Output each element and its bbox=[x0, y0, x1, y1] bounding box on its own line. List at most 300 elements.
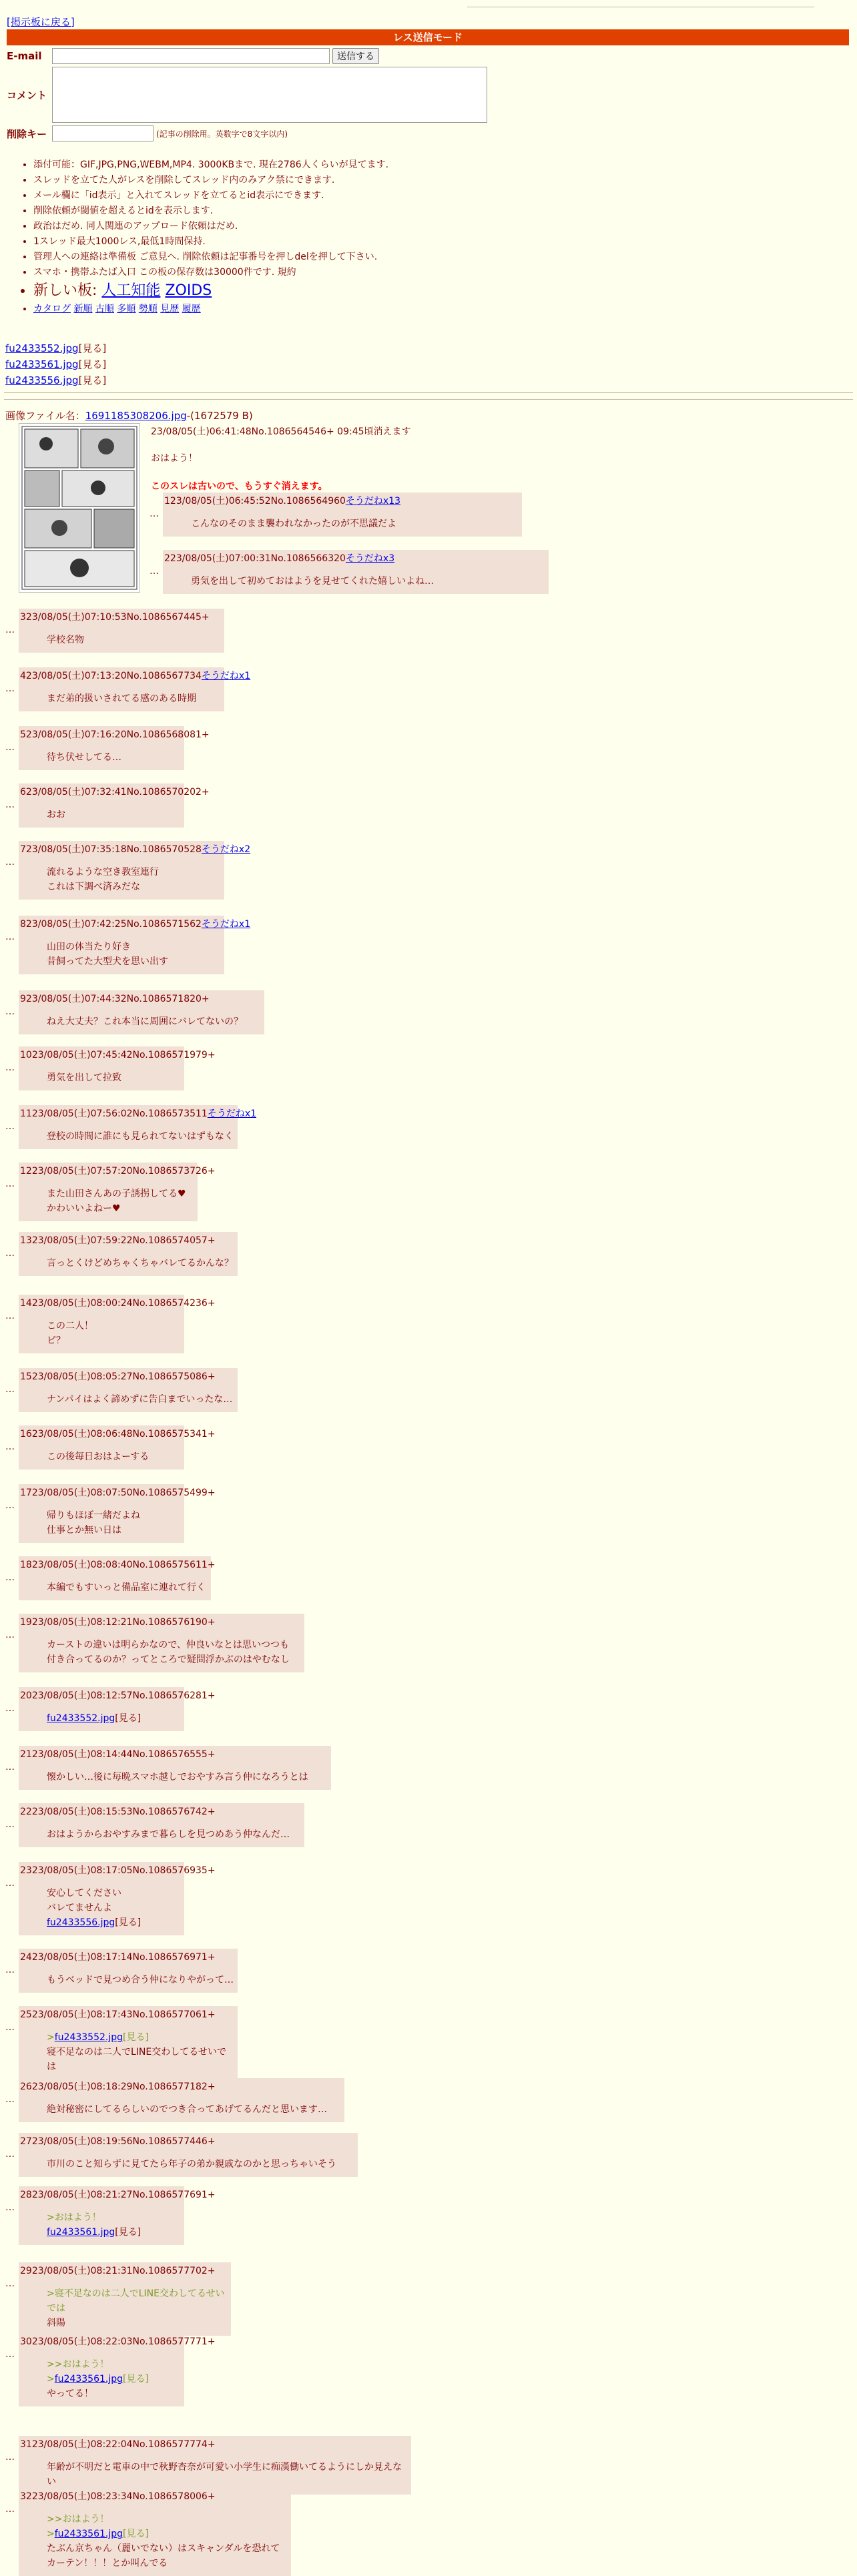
reply-post bbox=[19, 1484, 216, 1543]
reply-header bbox=[20, 1296, 216, 1309]
reply-header bbox=[20, 1747, 327, 1760]
reply-text-line: ナンパイはよく諦めずに告白までいったな… bbox=[47, 1394, 233, 1405]
reply-body bbox=[47, 1638, 300, 1667]
reply-body bbox=[47, 865, 220, 894]
reply-text-line: 付き合ってるのか？ってところで疑問浮かぶのはやむなし bbox=[47, 1654, 290, 1665]
reply-text-line: 絶対秘密にしてるらしいのでつき合ってあげてるんだと思います… bbox=[47, 2104, 327, 2115]
reply-number: 10 bbox=[20, 1050, 32, 1060]
file-size: -(1672579 B) bbox=[186, 410, 253, 422]
quote-line: >寝不足なのは二人でLINE交わしてるせいでは bbox=[47, 2288, 225, 2314]
catalog-link[interactable]: カタログ bbox=[33, 304, 71, 314]
reply-header bbox=[20, 1486, 216, 1499]
reply-number: 18 bbox=[20, 1560, 32, 1570]
reply-text-line: 流れるような空き教室連行 bbox=[47, 867, 159, 878]
reply-indent-dots: … bbox=[5, 2349, 15, 2360]
rule-item: • スレッドを立てた人がレスを削除してスレッド内のみアク禁にできます. bbox=[33, 173, 388, 188]
reply-body bbox=[47, 2460, 407, 2489]
reply-post bbox=[19, 1046, 216, 1090]
reply-header bbox=[20, 610, 220, 623]
reply-body bbox=[47, 633, 220, 647]
reply-number: 25 bbox=[20, 2009, 32, 2020]
sort-old-link[interactable]: 古順 bbox=[95, 304, 114, 314]
reply-indent-dots: … bbox=[5, 1062, 15, 1073]
reply-text-line: 懐かしい…後に毎晩スマホ越しでおやすみ言う仲になろうとは bbox=[47, 1772, 308, 1783]
file-link[interactable]: fu2433552.jpg bbox=[5, 342, 79, 354]
reply-post bbox=[19, 990, 264, 1034]
op-text: おはよう！ bbox=[151, 453, 198, 464]
new-board-link-ai[interactable]: 人工知能 bbox=[101, 282, 161, 299]
reply-number: 8 bbox=[20, 919, 26, 930]
reply-text-line: カーテン！！！とか叫んでる bbox=[47, 2558, 168, 2569]
reply-header bbox=[20, 1688, 216, 1702]
reply-meta: 23/08/05(土)08:21:31No.1086577702+ bbox=[31, 2266, 216, 2276]
view-link[interactable]: [見る] bbox=[123, 2374, 149, 2384]
reply-file bbox=[47, 2225, 180, 2240]
new-board-label: 新しい板: bbox=[33, 282, 97, 299]
reply-post bbox=[19, 2006, 238, 2079]
reply-post bbox=[19, 1803, 304, 1847]
reply-mode-bar: レス送信モード bbox=[7, 29, 849, 45]
file-link[interactable]: fu2433561.jpg bbox=[54, 2374, 123, 2384]
reply-number: 24 bbox=[20, 1952, 32, 1963]
file-link[interactable]: fu2433556.jpg bbox=[5, 374, 79, 386]
reply-body bbox=[47, 1129, 234, 1144]
reply-text-line: 勇気を出して初めておはようを見せてくれた嬉しいよね… bbox=[191, 576, 434, 587]
reply-body bbox=[47, 750, 180, 765]
file-link[interactable]: fu2433552.jpg bbox=[47, 1713, 115, 1724]
reply-indent-dots: … bbox=[5, 742, 15, 753]
reply-post bbox=[19, 2436, 411, 2495]
reply-meta: 23/08/05(土)08:17:43No.1086577061+ bbox=[31, 2009, 216, 2020]
reply-post bbox=[19, 1368, 238, 1412]
reply-post bbox=[163, 550, 549, 594]
reply-number: 13 bbox=[20, 1235, 32, 1246]
sodane-button[interactable]: そうだねx1 bbox=[201, 671, 251, 681]
reply-post bbox=[19, 2488, 291, 2576]
reply-body bbox=[47, 2210, 180, 2240]
reply-text-line: 学校名物 bbox=[47, 635, 84, 645]
op-body bbox=[151, 451, 328, 494]
rule-item: • 添付可能：GIF,JPG,PNG,WEBM,MP4. 3000KBまで. 現在2786人くらいが見てます. bbox=[33, 157, 388, 173]
reply-body bbox=[47, 1711, 180, 1726]
rule-item: • 管理人への連絡は準備板 ご意見へ. 削除依頼は記事番号を押しdelを押して下さい. bbox=[33, 250, 388, 265]
delete-key-field[interactable] bbox=[52, 125, 154, 141]
reply-text-line: この後毎日おはよーする bbox=[47, 1452, 150, 1462]
reply-body bbox=[47, 1187, 194, 1216]
reply-indent-dots: … bbox=[5, 1572, 15, 1583]
reply-text-line: 仕事とか無い日は bbox=[47, 1525, 121, 1536]
reply-header bbox=[20, 1558, 216, 1571]
reply-indent-dots: … bbox=[5, 1179, 15, 1189]
reply-post bbox=[19, 783, 210, 828]
reply-indent-dots: … bbox=[5, 1819, 15, 1830]
reply-body bbox=[47, 2357, 180, 2401]
rule-item: • スマホ・携帯ふたば入口 この板の保存数は30000件です. 規約 bbox=[33, 265, 388, 280]
reply-post bbox=[19, 2333, 216, 2406]
reply-text-line: 勇気を出して拉致 bbox=[47, 1072, 121, 1083]
file-link[interactable]: fu2433561.jpg bbox=[54, 2529, 123, 2539]
sodane-button[interactable]: そうだねx2 bbox=[201, 844, 251, 855]
op-thumbnail[interactable] bbox=[19, 423, 140, 593]
reply-body bbox=[47, 1827, 300, 1842]
reply-number: 17 bbox=[20, 1488, 32, 1498]
reply-body bbox=[47, 1770, 327, 1785]
reply-body bbox=[47, 1256, 234, 1271]
reply-meta: 23/08/05(土)08:17:05No.1086576935+ bbox=[31, 1865, 216, 1876]
sodane-button[interactable]: そうだねx3 bbox=[345, 553, 395, 564]
reply-text-line: 帰りもほぼ一緒だよね bbox=[47, 1510, 140, 1521]
reply-post bbox=[19, 2078, 344, 2122]
reply-body bbox=[47, 2286, 227, 2330]
view-link[interactable]: [見る] bbox=[78, 358, 107, 370]
reply-post bbox=[19, 916, 251, 974]
email-label: E-mail bbox=[7, 50, 42, 62]
reply-header bbox=[20, 2264, 227, 2277]
reply-text-line: 待ち伏せしてる… bbox=[47, 752, 121, 763]
reply-indent-dots: … bbox=[5, 1500, 15, 1511]
reply-meta: 23/08/05(土)08:23:34No.1086578006+ bbox=[31, 2491, 216, 2502]
sort-new-link[interactable]: 新順 bbox=[73, 304, 93, 314]
reply-text-line: また山田さんあの子誘拐してる♥ bbox=[47, 1189, 186, 1199]
reply-post bbox=[163, 493, 522, 537]
divider bbox=[4, 392, 853, 393]
reply-indent-dots: … bbox=[150, 509, 159, 519]
reply-header bbox=[20, 1863, 216, 1877]
reply-meta: 23/08/05(土)08:17:14No.1086576971+ bbox=[31, 1952, 216, 1963]
reply-body bbox=[47, 1319, 180, 1348]
op-file-info bbox=[5, 408, 253, 422]
reply-number: 14 bbox=[20, 1298, 32, 1309]
view-link[interactable]: [見る] bbox=[115, 1713, 141, 1724]
reply-header bbox=[20, 1950, 234, 1963]
reply-post bbox=[19, 1163, 216, 1221]
reply-text-line: 言っとくけどめちゃくちゃバレてるかんな？ bbox=[47, 1258, 234, 1269]
reply-text-line: まだ弟的扱いされてる感のある時期 bbox=[47, 693, 196, 704]
reply-text-line: たぶん京ちゃん（麗いでない）はスキャンダルを恐れて bbox=[47, 2543, 280, 2554]
reply-number: 4 bbox=[20, 671, 26, 681]
reply-header bbox=[164, 551, 545, 565]
reply-number: 6 bbox=[20, 787, 26, 797]
reply-header bbox=[20, 785, 210, 798]
reply-header bbox=[20, 1427, 216, 1440]
reply-body bbox=[47, 2157, 354, 2172]
sort-many-link[interactable]: 多順 bbox=[117, 304, 136, 314]
sort-momentum-link[interactable]: 勢順 bbox=[138, 304, 158, 314]
reply-indent-dots: … bbox=[150, 566, 159, 577]
reply-text-line: もうベッドで見つめ合う仲になりやがって… bbox=[47, 1975, 234, 1985]
reply-indent-dots: … bbox=[5, 1006, 15, 1017]
reply-post bbox=[19, 1614, 304, 1672]
reply-number: 7 bbox=[20, 844, 26, 855]
view-link[interactable]: [見る] bbox=[123, 2032, 149, 2043]
reply-number: 29 bbox=[20, 2266, 32, 2276]
op-header: 23/08/05(土)06:41:48No.1086564546+ 09:45頃消えます bbox=[151, 426, 411, 437]
reply-meta: 23/08/05(土)08:21:27No.1086577691+ bbox=[31, 2190, 216, 2200]
new-board-link-zoids[interactable]: ZOIDS bbox=[165, 282, 212, 299]
rule-item: • 削除依頼が閾値を超えるとidを表示します. bbox=[33, 204, 388, 219]
reply-meta: 23/08/05(土)08:12:57No.1086576281+ bbox=[31, 1690, 216, 1701]
sodane-button[interactable]: そうだねx1 bbox=[201, 919, 251, 930]
expiry-warning: このスレは古いので、もうすぐ消えます。 bbox=[151, 481, 328, 492]
reply-body bbox=[47, 1580, 207, 1595]
file-label: 画像ファイル名： bbox=[5, 410, 85, 422]
reply-meta: 23/08/05(土)07:56:02No.1086573511 bbox=[31, 1108, 208, 1119]
comment-field[interactable] bbox=[52, 67, 487, 123]
reply-post bbox=[19, 1687, 216, 1731]
reply-meta: 23/08/05(土)08:14:44No.1086576555+ bbox=[31, 1749, 216, 1760]
reply-meta: 23/08/05(土)08:12:21No.1086576190+ bbox=[31, 1617, 216, 1628]
reply-header bbox=[20, 2079, 340, 2093]
reply-meta: 23/08/05(土)08:08:40No.1086575611+ bbox=[31, 1560, 216, 1570]
reply-header bbox=[20, 1164, 216, 1177]
reply-indent-dots: … bbox=[5, 1384, 15, 1395]
reply-number: 5 bbox=[20, 729, 26, 740]
reply-text-line: 斜陽 bbox=[47, 2318, 65, 2328]
reply-text-line: バレてませんよ bbox=[47, 1903, 112, 1913]
reply-number: 11 bbox=[20, 1108, 32, 1119]
quote-line: >>おはよう！ bbox=[47, 2514, 109, 2525]
board-rules bbox=[33, 157, 388, 317]
rule-item: • メール欄に「id表示」と入れてスレッドを立てるとid表示にできます. bbox=[33, 188, 388, 204]
reply-meta: 23/08/05(土)08:06:48No.1086575341+ bbox=[31, 1429, 216, 1439]
delete-key-label: 削除キー bbox=[7, 127, 47, 140]
reply-meta: 23/08/05(土)07:32:41No.1086570202+ bbox=[25, 787, 210, 797]
reply-post bbox=[19, 841, 251, 900]
reply-post bbox=[19, 667, 251, 711]
view-link[interactable]: [見る] bbox=[115, 2227, 141, 2238]
quote-line: >fu2433561.jpg[見る] bbox=[47, 2529, 149, 2539]
reply-header bbox=[20, 1106, 257, 1120]
reply-text-line: 山田の体当たり好き bbox=[47, 942, 131, 952]
reply-meta: 23/08/05(土)08:22:03No.1086577771+ bbox=[31, 2336, 216, 2347]
reply-number: 1 bbox=[164, 496, 170, 507]
reply-indent-dots: … bbox=[5, 1965, 15, 1975]
viewed-history-link[interactable]: 見歴 bbox=[160, 304, 180, 314]
file-link[interactable]: fu2433561.jpg bbox=[5, 358, 79, 370]
file-link[interactable]: fu2433552.jpg bbox=[54, 2032, 123, 2043]
reply-body bbox=[47, 1450, 180, 1464]
reply-meta: 23/08/05(土)08:00:24No.1086574236+ bbox=[31, 1298, 216, 1309]
rule-item: • 政治はだめ. 同人関連のアップロード依頼はだめ. bbox=[33, 219, 388, 234]
reply-indent-dots: … bbox=[5, 1762, 15, 1773]
reply-body bbox=[47, 1508, 180, 1538]
reply-number: 3 bbox=[20, 612, 26, 623]
reply-post bbox=[19, 1295, 216, 1353]
reply-body bbox=[47, 691, 220, 706]
reply-header bbox=[20, 2007, 234, 2021]
reply-header bbox=[20, 2134, 354, 2148]
reply-meta: 23/08/05(土)08:19:56No.1086577446+ bbox=[31, 2136, 216, 2147]
reply-post bbox=[19, 1232, 238, 1276]
reply-post bbox=[19, 1949, 238, 1993]
reply-header bbox=[20, 1805, 300, 1818]
reply-number: 16 bbox=[20, 1429, 32, 1439]
reply-indent-dots: … bbox=[5, 625, 15, 635]
reply-text-line: 登校の時間に誰にも見られてないはずもなく bbox=[47, 1131, 234, 1142]
view-link[interactable]: [見る] bbox=[78, 374, 107, 386]
reply-header bbox=[20, 727, 210, 741]
reply-post bbox=[19, 1556, 216, 1600]
reply-body bbox=[47, 1014, 260, 1029]
reply-number: 15 bbox=[20, 1371, 32, 1382]
reply-meta: 23/08/05(土)08:22:04No.1086577774+ bbox=[31, 2439, 216, 2450]
reply-indent-dots: … bbox=[5, 1630, 15, 1640]
reply-number: 27 bbox=[20, 2136, 32, 2147]
reply-body bbox=[191, 574, 545, 589]
reply-indent-dots: … bbox=[5, 1248, 15, 1259]
reply-header bbox=[20, 2437, 407, 2451]
reply-body bbox=[47, 1070, 180, 1085]
submit-button[interactable]: 送信する bbox=[332, 48, 379, 64]
reply-meta: 23/08/05(土)07:44:32No.1086571820+ bbox=[25, 994, 210, 1004]
reply-text-line: 寝不足なのは二人でLINE交わしてるせいでは bbox=[47, 2047, 226, 2072]
reply-meta: 23/08/05(土)08:15:53No.1086576742+ bbox=[31, 1807, 216, 1817]
reply-text-line: カーストの違いは明らかなので、仲良いなとは思いつつも bbox=[47, 1640, 290, 1650]
history-link[interactable]: 履歴 bbox=[182, 304, 201, 314]
reply-number: 23 bbox=[20, 1865, 32, 1876]
reply-text-line: おはようからおやすみまで暮らしを見つめあう仲なんだ… bbox=[47, 1829, 290, 1840]
email-field[interactable] bbox=[52, 48, 330, 64]
reply-file bbox=[47, 1915, 180, 1930]
reply-meta: 23/08/05(土)08:18:29No.1086577182+ bbox=[31, 2081, 216, 2092]
delete-key-note: (記事の削除用。英数字で8文字以内) bbox=[156, 129, 288, 139]
reply-body bbox=[47, 1973, 234, 1987]
reply-indent-dots: … bbox=[5, 1703, 15, 1714]
reply-body bbox=[47, 2030, 234, 2074]
quote-line: >fu2433552.jpg[見る] bbox=[47, 2032, 149, 2043]
reply-text-line: ねえ大丈夫？これ本当に周囲にバレてないの？ bbox=[47, 1016, 243, 1027]
reply-indent-dots: … bbox=[5, 2452, 15, 2463]
view-link[interactable]: [見る] bbox=[78, 342, 107, 354]
reply-body bbox=[47, 940, 220, 969]
reply-body bbox=[191, 517, 518, 531]
reply-header bbox=[20, 2489, 287, 2503]
reply-indent-dots: … bbox=[5, 1121, 15, 1132]
reply-header bbox=[20, 917, 251, 930]
reply-header bbox=[20, 1615, 300, 1628]
reply-meta: 23/08/05(土)07:10:53No.1086567445+ bbox=[25, 612, 210, 623]
reply-meta: 23/08/05(土)07:35:18No.1086570528 bbox=[25, 844, 202, 855]
reply-indent-dots: … bbox=[5, 1311, 15, 1321]
new-board-line bbox=[33, 280, 388, 302]
file-link[interactable]: fu2433561.jpg bbox=[47, 2227, 115, 2238]
quote-line: >>おはよう！ bbox=[47, 2359, 109, 2370]
op-file-link[interactable]: 1691185308206.jpg bbox=[85, 410, 187, 422]
reply-indent-dots: … bbox=[5, 799, 15, 810]
reply-header bbox=[164, 494, 518, 507]
reply-meta: 23/08/05(土)07:45:42No.1086571979+ bbox=[31, 1050, 216, 1060]
reply-text-line: おお bbox=[47, 810, 65, 820]
view-link[interactable]: [見る] bbox=[115, 1917, 141, 1928]
reply-text-line: 市川のこと知らずに見てたら年子の弟か親戚なのかと思っちゃいそう bbox=[47, 2159, 336, 2170]
back-to-board-link[interactable]: [掲示板に戻る] bbox=[7, 16, 75, 28]
reply-indent-dots: … bbox=[5, 2278, 15, 2289]
reply-meta: 23/08/05(土)07:16:20No.1086568081+ bbox=[25, 729, 210, 740]
reply-number: 12 bbox=[20, 1166, 32, 1177]
reply-number: 32 bbox=[20, 2491, 32, 2502]
reply-number: 31 bbox=[20, 2439, 32, 2450]
quote-line: >fu2433561.jpg[見る] bbox=[47, 2374, 149, 2384]
reply-header bbox=[20, 669, 251, 682]
reply-text-line: これは下調べ済みだな bbox=[47, 882, 140, 892]
reply-header bbox=[20, 1369, 234, 1383]
reply-number: 21 bbox=[20, 1749, 32, 1760]
reply-number: 30 bbox=[20, 2336, 32, 2347]
reply-form bbox=[7, 48, 487, 144]
reply-meta: 23/08/05(土)08:05:27No.1086575086+ bbox=[31, 1371, 216, 1382]
reply-indent-dots: … bbox=[5, 2022, 15, 2033]
reply-meta: 23/08/05(土)08:07:50No.1086575499+ bbox=[31, 1488, 216, 1498]
reply-number: 22 bbox=[20, 1807, 32, 1817]
quote-line: >おはよう！ bbox=[47, 2212, 101, 2223]
menu-links bbox=[33, 302, 388, 317]
reply-post bbox=[19, 2262, 231, 2336]
reply-text-line: この二人！ bbox=[47, 1321, 93, 1331]
reply-post bbox=[19, 2186, 216, 2245]
reply-header bbox=[20, 1233, 234, 1247]
reply-file bbox=[47, 1711, 180, 1726]
file-link[interactable]: fu2433556.jpg bbox=[47, 1917, 115, 1928]
reply-text-line: やってる！ bbox=[47, 2388, 93, 2399]
reply-body bbox=[47, 1392, 234, 1407]
reply-text-line: 昔飼ってた大型犬を思い出す bbox=[47, 956, 168, 967]
reply-text-line: 安心してください bbox=[47, 1888, 121, 1899]
reply-meta: 23/08/05(土)07:57:20No.1086573726+ bbox=[31, 1166, 216, 1177]
reply-post bbox=[19, 1105, 257, 1149]
reply-header bbox=[20, 842, 251, 856]
comment-label: コメント bbox=[7, 89, 47, 101]
reply-meta: 23/08/05(土)07:59:22No.1086574057+ bbox=[31, 1235, 216, 1246]
reply-post bbox=[19, 1862, 216, 1935]
reply-indent-dots: … bbox=[5, 932, 15, 942]
reply-indent-dots: … bbox=[5, 2504, 15, 2515]
reply-meta: 23/08/05(土)07:13:20No.1086567734 bbox=[25, 671, 202, 681]
reply-indent-dots: … bbox=[5, 857, 15, 868]
reply-number: 9 bbox=[20, 994, 26, 1004]
reply-meta: 23/08/05(土)06:45:52No.1086564960 bbox=[170, 496, 346, 507]
reply-text-line: かわいいよねー♥ bbox=[47, 1203, 121, 1214]
view-link[interactable]: [見る] bbox=[123, 2529, 149, 2539]
reply-header bbox=[20, 992, 260, 1005]
reply-text-line: 本編でもすいっと備品室に連れて行く bbox=[47, 1582, 206, 1593]
reply-body bbox=[47, 2512, 287, 2571]
reply-indent-dots: … bbox=[5, 1441, 15, 1452]
reply-meta: 23/08/05(土)07:42:25No.1086571562 bbox=[25, 919, 202, 930]
reply-indent-dots: … bbox=[5, 683, 15, 694]
reply-header bbox=[20, 1048, 216, 1061]
reply-text-line: こんなのそのまま襲われなかったのが不思議だよ bbox=[191, 519, 396, 529]
sodane-button[interactable]: そうだねx1 bbox=[207, 1108, 257, 1119]
reply-indent-dots: … bbox=[5, 2094, 15, 2105]
rule-item: • 1スレッド最大1000レス,最低1時間保持. bbox=[33, 234, 388, 250]
sodane-button[interactable]: そうだねx13 bbox=[345, 496, 401, 507]
reply-header bbox=[20, 2188, 216, 2201]
reply-number: 26 bbox=[20, 2081, 32, 2092]
reply-post bbox=[19, 1425, 216, 1470]
reply-post bbox=[19, 726, 210, 770]
reply-indent-dots: … bbox=[5, 2149, 15, 2160]
reply-post bbox=[19, 609, 224, 653]
reply-indent-dots: … bbox=[5, 1878, 15, 1889]
reply-number: 2 bbox=[164, 553, 170, 564]
reply-meta: 23/08/05(土)07:00:31No.1086566320 bbox=[170, 553, 346, 564]
reply-post bbox=[19, 1746, 331, 1790]
attached-files-list bbox=[5, 340, 106, 388]
reply-number: 19 bbox=[20, 1617, 32, 1628]
reply-text-line: ピ？ bbox=[47, 1335, 65, 1346]
reply-body bbox=[47, 808, 180, 822]
reply-text-line: 年齢が不明だと電車の中で秋野杏奈が可愛い小学生に痴漢働いてるようにしか見えない bbox=[47, 2462, 402, 2487]
